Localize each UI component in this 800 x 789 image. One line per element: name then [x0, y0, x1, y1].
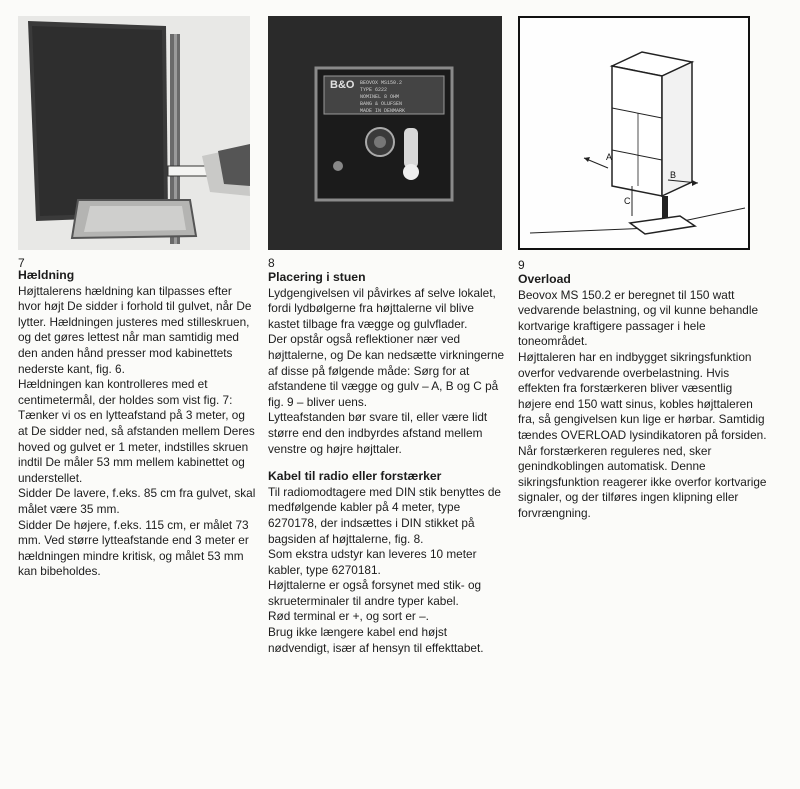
- figure-number-9: 9: [518, 258, 525, 272]
- svg-text:BANG & OLUFSEN: BANG & OLUFSEN: [360, 101, 403, 107]
- paragraph: Sidder De lavere, f.eks. 85 cm fra gulvet, skal målet være 35 mm.: [18, 486, 256, 516]
- paragraph: Brug ikke længere kabel end højst nødvendigt, især af hensyn til effekttabet.: [268, 625, 484, 655]
- section-overload: [518, 272, 768, 522]
- paragraph: Højttalerne er også forsynet med stik- og skrueterminaler til andre typer kabel.: [268, 578, 482, 608]
- heading-cable: Kabel til radio eller forstærker: [268, 469, 442, 484]
- photo-speaker-tilt: [18, 16, 250, 250]
- heading-tilt: Hældning: [18, 268, 75, 282]
- section-tilt: [18, 268, 256, 580]
- section-placement: [268, 270, 506, 656]
- paragraph: Højttaleren har en indbygget sikringsfunktion overfor vedvarende overbelastning. Hvis effekten fra forstærkeren bliver væsentlig højere end 150 watt sinus, kobles højttaleren fra, så gengivelsen kun lige er hørbar. Samtidig tændes OVERLOAD lysindikatoren på forsiden. Når forstærkeren reguleres ned, sker genindkoblingen automatisk. Denne sikringsfunktion reagerer ikke overfor kortvarige signaler, og der tilføres ingen klipning eller forvrængning.: [518, 349, 767, 520]
- svg-text:B&O: B&O: [330, 79, 355, 91]
- figure-number-7: 7: [18, 256, 25, 270]
- paragraph: Lydgengivelsen vil påvirkes af selve lokalet, fordi lydbølgerne fra højttalerne vil blive kastet tilbage fra vægge og gulvflader.: [268, 285, 496, 331]
- paragraph: Som ekstra udstyr kan leveres 10 meter kabler, type 6270181.: [268, 547, 477, 577]
- svg-text:A: A: [606, 152, 613, 162]
- figure-number-8: 8: [268, 256, 275, 270]
- heading-placement: Placering i stuen: [268, 270, 366, 284]
- svg-text:BEOVOX MS150.2: BEOVOX MS150.2: [360, 80, 403, 86]
- heading-overload: Overload: [518, 272, 571, 286]
- svg-text:NOMINEL 8 OHM: NOMINEL 8 OHM: [360, 94, 400, 100]
- svg-text:MADE IN DENMARK: MADE IN DENMARK: [360, 108, 406, 114]
- diagram-speaker-placement: [518, 16, 750, 250]
- paragraph: Lytteafstanden bør svare til, eller være lidt større end den indbyrdes afstand mellem venstre og højre højttaler.: [268, 410, 488, 456]
- paragraph: Rød terminal er +, og sort er –.: [268, 609, 429, 624]
- photo-speaker-back-panel: [268, 16, 502, 250]
- svg-text:B: B: [670, 170, 677, 180]
- paragraph: Der opstår også reflektioner nær ved højttalerne, og De kan nedsætte virkningerne af disse på følgende måde: Sørg for at afstandene til vægge og gulv – A, B og C på fig. 9 – bliver uens.: [268, 332, 505, 409]
- svg-text:TYPE 6222: TYPE 6222: [360, 87, 388, 93]
- paragraph: Til radiomodtagere med DIN stik benyttes de medfølgende kabler på 4 meter, type 6270178, der indsættes i DIN stikket på bagsiden af højttalerne, fig. 8.: [268, 484, 501, 546]
- paragraph: Sidder De højere, f.eks. 115 cm, er målet 73 mm. Ved større lytteafstande end 3 meter er hældningen mindre kritisk, og målet 53 mm kan bibeholdes.: [18, 517, 249, 579]
- paragraph: Beovox MS 150.2 er beregnet til 150 watt vedvarende belastning, og vil kunne behandle kortvarige kraftigere passager i hele toneområdet.: [518, 287, 759, 349]
- svg-text:C: C: [624, 196, 631, 206]
- paragraph: Højttalerens hældning kan tilpasses efter hvor højt De sidder i forhold til gulvet, når De lytter. Hældningen justeres med stilleskruen, og det gøres lettest når man samtidig med den anden hånd presser mod kabinettets nederste kant, fig. 6.: [18, 283, 252, 376]
- paragraph: Tænker vi os en lytteafstand på 3 meter, og at De sidder ned, så afstanden mellem Deres hoved og gulvet er 1 meter, indstilles skruen indtil De måler 53 mm mellem kabinettet og understellet.: [18, 408, 255, 485]
- paragraph: Hældningen kan kontrolleres med et centimetermål, der holdes som vist fig. 7:: [18, 377, 233, 407]
